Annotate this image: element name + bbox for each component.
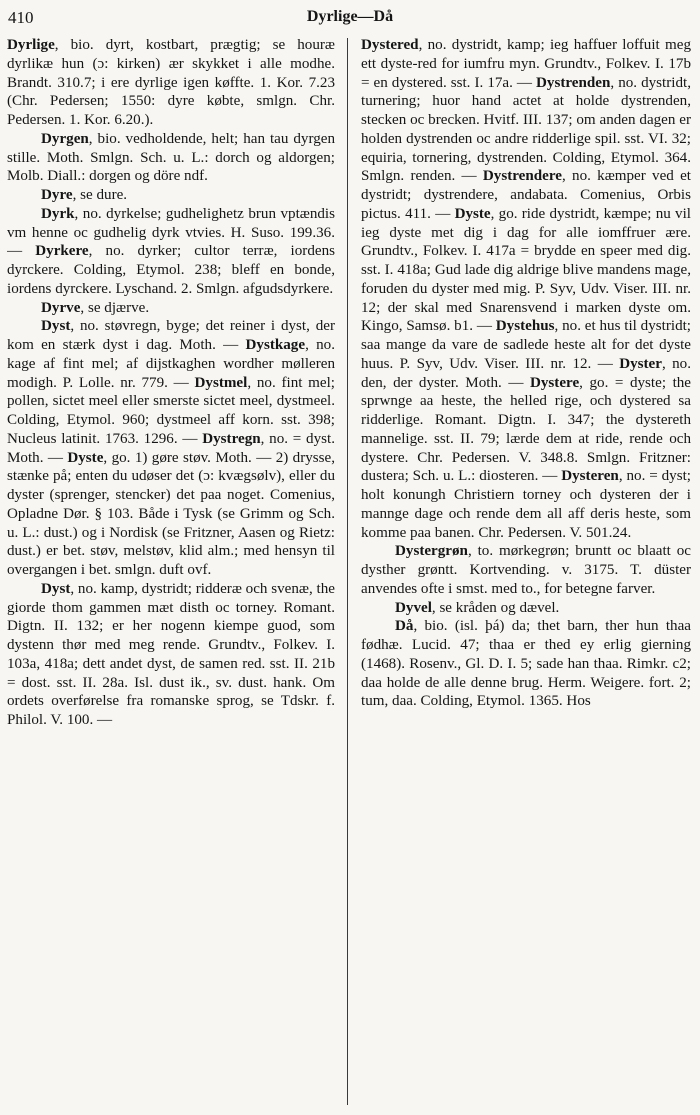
headword: Dyre	[41, 187, 73, 203]
right-column	[361, 36, 691, 1107]
headword: Dyvel	[395, 599, 432, 616]
entry-text: , se kråden og dævel.	[431, 599, 560, 616]
entry-text: , no. = dyst; holt konungh Christiern torney och dysteren der i mannge dage och rende dem all aff deris heste, som komme paa banen. Chr. Pedersen. V. 501.24.	[361, 468, 691, 541]
entry-text: , go. = dyste; the sprwnge aa heste, the helled rige, och dystered sa ridderlige. Romant. Digtn. I. 347; the dystereth mannelige. sst. II. 79; lærde dem at ride, rende och dystere. Chr. Pedersen. V. 348.8. Smlgn. Fritzner: dustera; Sch. u. L.: diosteren. —	[361, 374, 691, 485]
entry-da	[361, 617, 691, 711]
page-number: 410	[8, 8, 34, 27]
entry-text: , no. den, der dyster. Moth. —	[361, 355, 691, 391]
headword: Dyste	[67, 449, 104, 466]
headword: Dystered	[361, 37, 419, 53]
entry-dystergron	[361, 542, 691, 598]
entry-dyvel	[361, 599, 691, 618]
headword: Dystrenden	[536, 74, 611, 91]
page-header	[0, 0, 700, 28]
headword: Dystregn	[202, 430, 261, 447]
entry-text: , no. fint mel; pollen, sictet meel eller smerste sictet meel, dystmeel. Colding, Etymol. 960; dystmeel aff korn. sst. 398; Nucleus latinit. 1763. 1296. —	[7, 374, 335, 447]
headword: Dystehus	[495, 318, 555, 335]
entry-text: , no. støvregn, byge; det reiner i dyst, der kom en stærk dyst i dag. Moth. —	[7, 318, 335, 353]
entry-text: , bio. dyrt, kostbart, prægtig; se houræ dyrlikæ hun (ɔ: kirken) ær skykket i alle modhe. Brandt. 310.7; i ere dyrlige igen køffte. 1. Kor. 7.23 (Chr. Pedersen; 1550: dyre købte, smlgn. Chr. Pedersen. 1. Kor. 6.20.).	[7, 37, 335, 128]
headword: Då	[395, 618, 414, 635]
headword: Dyrk	[41, 205, 75, 222]
entry-dyre	[7, 186, 335, 205]
entry-text: , go. 1) gøre støv. Moth. — 2) drysse, stænke på; enten du udøser det (ɔ: kvægsølv), eller du dyster (sprenger, stencker) det paa noget. Comenius, Opladne Dør. § 103. Både i Tysk (se Grimm og Sch. u. L.: dust.) og i Nordisk (se Fritzner, Aasen og Rietz: dust.) er bet. støv, melstøv, klid alm.; med hensyn til overgangen i bet. smlgn. duft ovf.	[7, 449, 335, 578]
headword: Dyrlige	[7, 37, 55, 53]
entry-text: , no. kamp, dystridt; ridderæ och svenæ, the giorde thom gammen mæt disth oc torney. Romant. Digtn. II. 132; er her nogenn kiempe guod, som dystenn thør med meg rende. Grundtv., Folkev. I. 103a, 418a; dett andet dyst, de samen red. sst. II. 21b = dost. sst. II. 28a. Isl. dust ik., sv. dust. hank. Om ordets overførelse fra romanske sprog, se Tdskr. f. Philol. V. 100. —	[7, 580, 335, 728]
entry-dyst-2	[7, 580, 335, 730]
headword: Dystmel	[194, 374, 248, 391]
headword: Dyrgen	[41, 130, 89, 147]
left-column	[7, 36, 335, 1107]
headword: Dyst	[41, 318, 71, 335]
entry-text: , se djærve.	[80, 299, 150, 316]
column-divider	[347, 38, 348, 1105]
entry-text: , no. = dyst. Moth. —	[7, 430, 335, 466]
entry-text: , bio. (isl. þá) da; thet barn, ther hun thaa fødhæ. Lucid. 47; thaa er thed ey erlig gierning (1468). Rosenv., Gl. D. I. 5; sade han thaa. Rimkr. c2; daa holde de alle denne brug. Herm. Weigere. fort. 2; tum, daa. Colding, Etymol. 1365. Hos	[361, 618, 691, 710]
headword: Dystergrøn	[395, 543, 468, 560]
entry-text: , no. dyrkelse; gudhelighetz brun vptændis vm henne oc gudhelig dyrk vtvies. H. Suso. 199.36. —	[7, 205, 335, 260]
entry-text: , no. dyrker; cultor terræ, iordens dyrckere. Colding, Etymol. 238; bleff en bonde, iordens dyrckere. Lyschand. 2. Smlgn. afgudsdyrkere.	[7, 243, 335, 297]
headword: Dystere	[529, 374, 580, 391]
entry-text: , bio. vedholdende, helt; han tau dyrgen stille. Moth. Smlgn. Sch. u. L.: dorch og aldorgen; Molb. Diall.: dorgen og döre ndf.	[7, 130, 335, 185]
entry-text: , no. et hus til dystridt; saa mange da vare de sadlede heste alt for det dyste huus. P. Syv, Udv. Viser. III. nr. 12. —	[361, 318, 691, 372]
entry-text: , no. dystridt, kamp; ieg haffuer loffuit meg ett dyste-red for iumfru myn. Grundtv., Folkev. I. 17b = en dystered. sst. I. 17a. —	[361, 37, 691, 91]
entry-dyrlige	[7, 36, 335, 130]
entry-text: , no. kæmper ved et dystridt; dystrendere, andabata. Comenius, Orbis pictus. 411. —	[361, 168, 691, 222]
headword: Dysteren	[561, 468, 619, 485]
entry-dyrve	[7, 299, 335, 318]
headword: Dyste	[454, 205, 491, 222]
entry-dyrgen	[7, 130, 335, 186]
entry-dyrk	[7, 205, 335, 299]
entry-text: , no. kage af fint mel; af dijstkaghen wordher mølleren modigh. P. Lolle. nr. 779. —	[7, 337, 335, 391]
entry-text: , go. ride dystridt, kæmpe; nu vil ieg dyste met dig i dag for alle iomffruer ære. Grundtv., Folkev. I. 417a = brydde en speer med dig. sst. I. 418a; Gud lade dig aldrige blive mandens mage, foruden du dyster med mig. P. Syv, Udv. Viser. III. nr. 12; der skal med Snarensvend i marken dyste om. Kingo, Samsø. b1. —	[361, 205, 691, 335]
entry-text: , no. dystridt, turnering; huor hand actet at holde dystrenden, stecken oc brecken. Hvitf. III. 137; om anden dagen er holden dystrenden oc andre ridderlige spil. sst. VI. 32; equiria, tornering, dystrenden. Colding, Etymol. 364. Smlgn. renden. —	[361, 74, 691, 185]
entry-text: , se dure.	[72, 187, 128, 203]
headword: Dystkage	[245, 337, 306, 353]
entry-dyst-1	[7, 317, 335, 580]
running-head: Dyrlige—Då	[306, 8, 394, 25]
headword: Dystrendere	[482, 168, 562, 185]
entry-text: , to. mørkegrøn; bruntt oc blaatt oc dysther grøntt. Kortvending. v. 3175. T. düster anvendes ofte i smst. med to., for betegne farver.	[361, 543, 691, 597]
headword: Dyster	[619, 355, 662, 372]
entry-dystered	[361, 36, 691, 542]
headword: Dyrkere	[35, 243, 89, 260]
headword: Dyrve	[41, 299, 81, 316]
headword: Dyst	[41, 580, 71, 597]
